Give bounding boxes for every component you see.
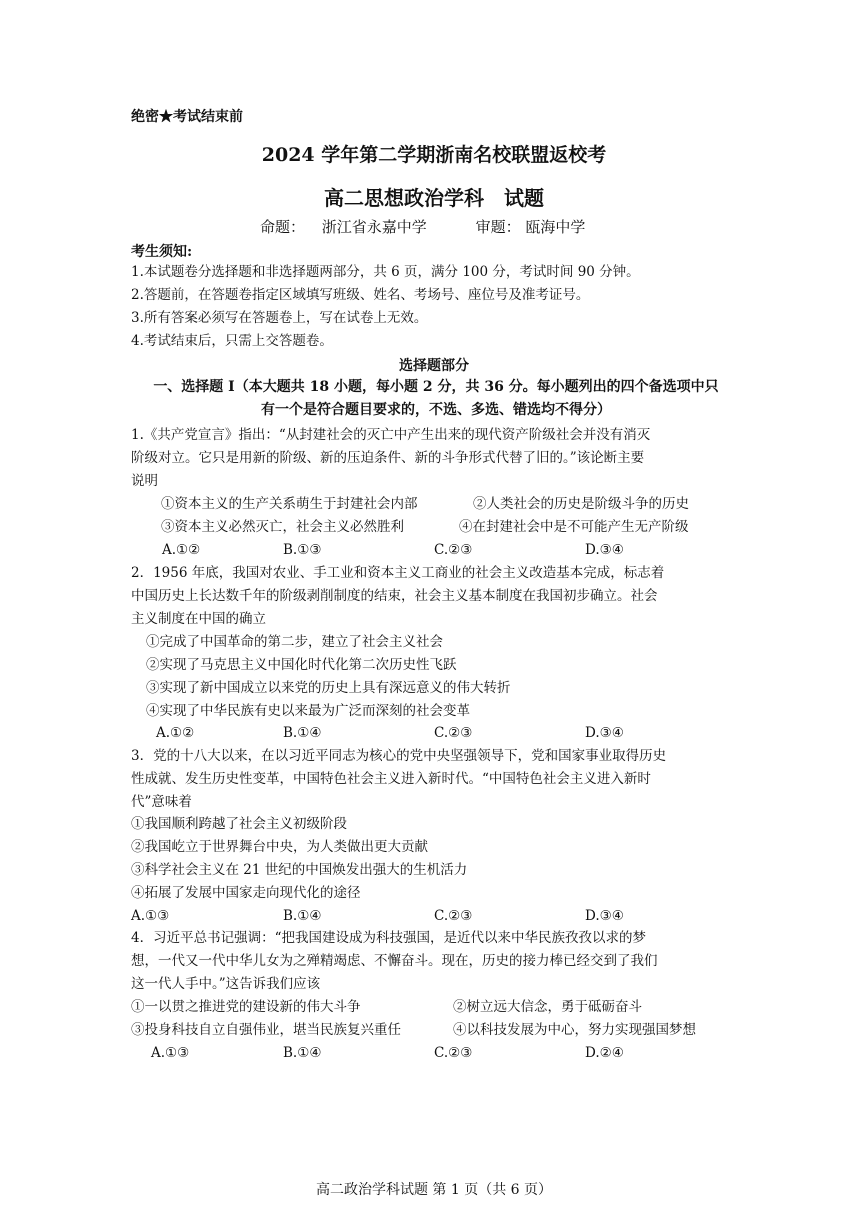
- question-4-option-d[interactable]: D.②④: [585, 1045, 624, 1061]
- section-heading-line: 一、选择题 I（本大题共 18 小题，每小题 2 分，共 36 分。每小题列出的四个备选项中只: [153, 379, 719, 395]
- question-4-option-a[interactable]: A.①③: [151, 1045, 190, 1061]
- notice-item: 2.答题前，在答题卷指定区域填写班级、姓名、考场号、座位号及准考证号。: [131, 287, 590, 303]
- question-2-option-b[interactable]: B.①④: [283, 725, 322, 741]
- section-heading: [131, 376, 741, 422]
- question-1-option-c[interactable]: C.②③: [434, 542, 473, 558]
- question-3-option-c[interactable]: C.②③: [434, 908, 473, 924]
- question-2-statement: ②实现了马克思主义中国化时代化第二次历史性飞跃: [146, 657, 457, 673]
- question-1-statement: ③资本主义必然灭亡，社会主义必然胜利: [161, 519, 404, 535]
- question-4-option-b[interactable]: B.①④: [283, 1045, 322, 1061]
- confidential-label: 绝密★考试结束前: [131, 109, 243, 125]
- question-3-statement: ①我国顺利跨越了社会主义初级阶段: [131, 816, 347, 832]
- setter-label: 命题：: [260, 218, 306, 236]
- question-1-text: 阶级对立。它只是用新的阶级、新的压迫条件、新的斗争形式代替了旧的。”该论断主要: [131, 450, 645, 466]
- question-1-statement: ①资本主义的生产关系萌生于封建社会内部: [161, 496, 418, 512]
- notice-item: 1.本试题卷分选择题和非选择题两部分，共 6 页，满分 100 分，考试时间 90 分钟。: [131, 264, 640, 280]
- section-title: 选择题部分: [399, 358, 469, 374]
- question-1-option-b[interactable]: B.①③: [283, 542, 322, 558]
- question-4-text: 4．习近平总书记强调：“把我国建设成为科技强国，是近代以来中华民族孜孜以求的梦: [131, 930, 646, 946]
- setter-name: 浙江省永嘉中学: [321, 218, 427, 236]
- question-2-text: 2．1956 年底，我国对农业、手工业和资本主义工商业的社会主义改造基本完成，标志着: [131, 565, 665, 581]
- question-2-statement: ④实现了中华民族有史以来最为广泛而深刻的社会变革: [146, 703, 470, 719]
- question-4-statement: ②树立远大信念，勇于砥砺奋斗: [453, 999, 642, 1015]
- question-4-statement: ③投身科技自立自强伟业，堪当民族复兴重任: [131, 1022, 401, 1038]
- question-2-text: 主义制度在中国的确立: [131, 611, 266, 627]
- question-2-statement: ③实现了新中国成立以来党的历史上具有深远意义的伟大转折: [146, 680, 511, 696]
- question-4-option-c[interactable]: C.②③: [434, 1045, 473, 1061]
- page-footer: 高二政治学科试题 第 1 页（共 6 页）: [315, 1182, 553, 1198]
- question-3-statement: ③科学社会主义在 21 世纪的中国焕发出强大的生机活力: [131, 862, 468, 878]
- question-1-option-a[interactable]: A.①②: [162, 542, 201, 558]
- question-4-text: 想，一代又一代中华儿女为之殚精竭虑、不懈奋斗。现在，历史的接力棒已经交到了我们: [131, 953, 658, 969]
- question-1-text: 说明: [131, 473, 158, 489]
- question-4-statement: ①一以贯之推进党的建设新的伟大斗争: [131, 999, 361, 1015]
- question-2-option-c[interactable]: C.②③: [434, 725, 473, 741]
- reviewer-label: 审题：: [475, 218, 521, 236]
- question-3-statement: ②我国屹立于世界舞台中央，为人类做出更大贡献: [131, 839, 428, 855]
- question-3-option-b[interactable]: B.①④: [283, 908, 322, 924]
- question-1-statement: ②人类社会的历史是阶级斗争的历史: [473, 496, 689, 512]
- notice-item: 3.所有答案必须写在答题卷上，写在试卷上无效。: [131, 310, 428, 326]
- question-3-text: 代”意味着: [131, 794, 192, 810]
- question-1-text: 1.《共产党宣言》指出：“从封建社会的灭亡中产生出来的现代资产阶级社会并没有消灭: [131, 427, 651, 443]
- question-2-option-a[interactable]: A.①②: [156, 725, 195, 741]
- section-heading-line: 有一个是符合题目要求的，不选、多选、错选均不得分）: [261, 402, 611, 418]
- question-3-statement: ④拓展了发展中国家走向现代化的途径: [131, 885, 361, 901]
- question-3-option-d[interactable]: D.③④: [585, 908, 624, 924]
- exam-title: 2024 学年第二学期浙南名校联盟返校考: [261, 144, 607, 166]
- question-4-text: 这一代人手中。”这告诉我们应该: [131, 976, 321, 992]
- reviewer-name: 瓯海中学: [525, 218, 586, 236]
- exam-subtitle: 高二思想政治学科 试题: [324, 186, 544, 210]
- question-2-statement: ①完成了中国革命的第二步，建立了社会主义社会: [146, 634, 443, 650]
- author-line: [260, 216, 585, 237]
- question-2-option-d[interactable]: D.③④: [585, 725, 624, 741]
- notice-title: 考生须知:: [131, 244, 193, 260]
- question-3-text: 性成就、发生历史性变革，中国特色社会主义进入新时代。“中国特色社会主义进入新时: [131, 771, 651, 787]
- question-1-option-d[interactable]: D.③④: [585, 542, 624, 558]
- question-3-text: 3．党的十八大以来，在以习近平同志为核心的党中央坚强领导下，党和国家事业取得历史: [131, 748, 667, 764]
- question-4-statement: ④以科技发展为中心，努力实现强国梦想: [453, 1022, 696, 1038]
- question-2-text: 中国历史上长达数千年的阶级剥削制度的结束，社会主义基本制度在我国初步确立。社会: [131, 588, 658, 604]
- notice-item: 4.考试结束后，只需上交答题卷。: [131, 333, 333, 349]
- question-3-option-a[interactable]: A.①③: [131, 908, 170, 924]
- question-1-statement: ④在封建社会中是不可能产生无产阶级: [459, 519, 689, 535]
